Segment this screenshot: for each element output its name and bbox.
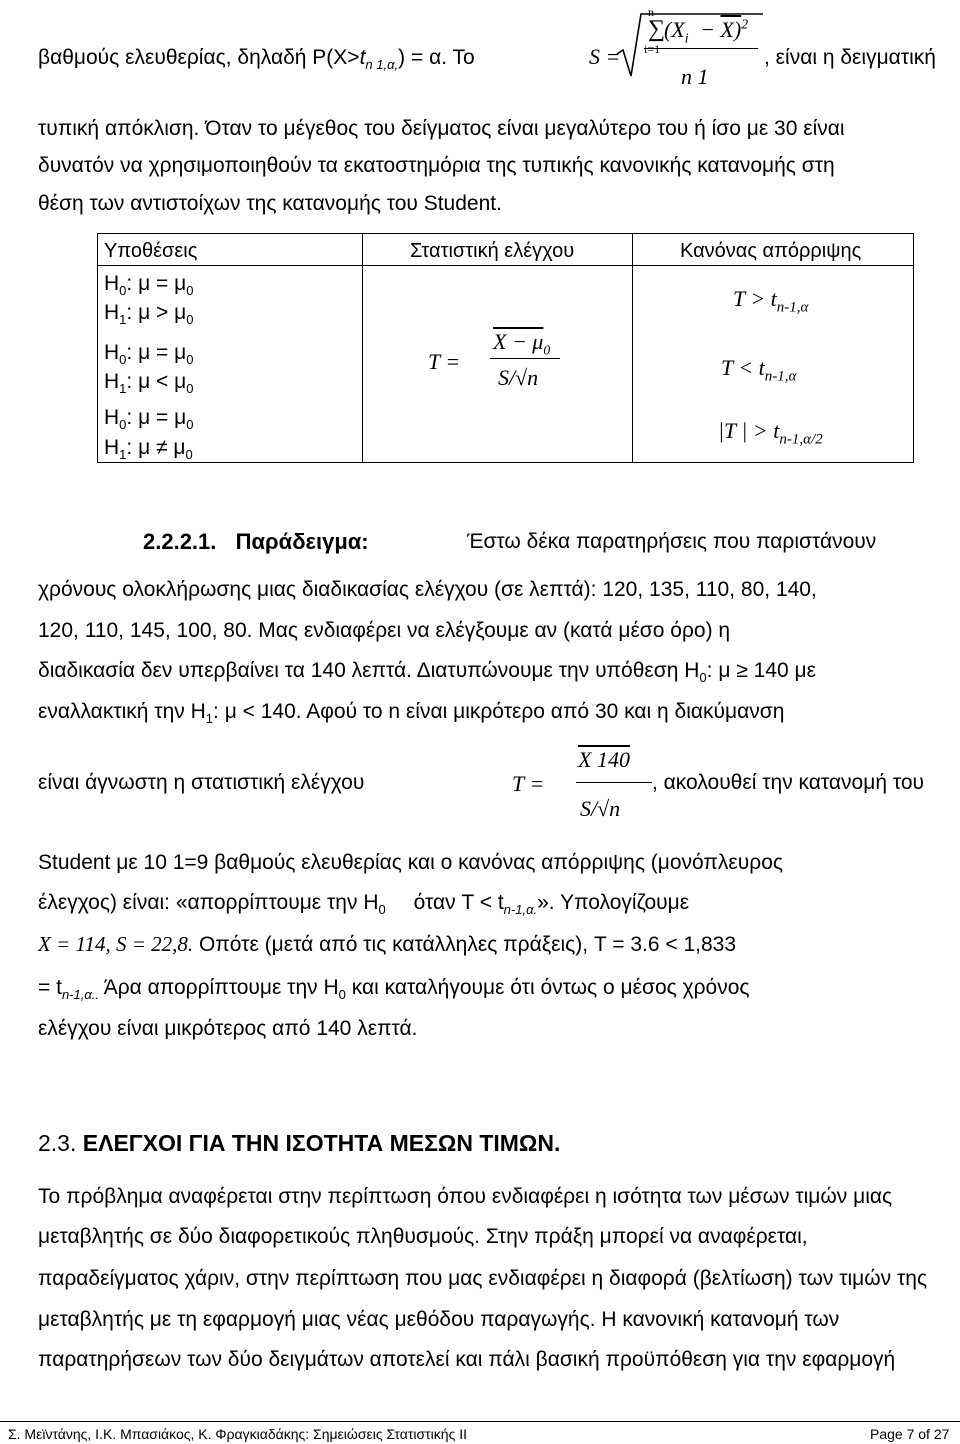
sum-body xyxy=(664,16,748,46)
h0-sub: 0 xyxy=(119,352,127,368)
l4-end: : μ ≥ 140 με xyxy=(706,659,816,682)
section-title: ΕΛΕΓΧΟΙ ΓΙΑ ΤΗΝ ΙΣΟΤΗΤΑ ΜΕΣΩΝ ΤΙΜΩΝ. xyxy=(82,1130,561,1156)
stat-num-sub: 0 xyxy=(543,342,551,358)
l8-sub: 0 xyxy=(378,902,386,918)
example-line-1: Έστω δέκα παρατηρήσεις που παριστάνουν xyxy=(467,530,877,553)
formula-denominator: S/√n xyxy=(580,796,621,821)
l5-end: : μ < 140. Αφού το n είναι μικρότερο από 30 και η διακύμανση xyxy=(213,700,785,723)
table-divider-2 xyxy=(632,234,633,462)
h0-label: H xyxy=(104,406,120,429)
formula-numerator: X 140 xyxy=(578,747,630,772)
sum-top: n xyxy=(648,5,654,19)
section-number: 2.3. xyxy=(38,1130,77,1156)
formula-fraction-bar xyxy=(576,782,652,783)
h1-label: H xyxy=(104,436,120,459)
stat-T: T = xyxy=(428,349,461,374)
stat-numerator xyxy=(493,329,551,358)
h0-rel-sub: 0 xyxy=(186,283,194,299)
h1-rel: : μ < μ xyxy=(126,370,187,393)
h0-label: H xyxy=(104,341,120,364)
l9-text: Οπότε (μετά από τις κατάλληλες πράξεις), T = 3.6 < 1,833 xyxy=(198,933,737,956)
intro-line-1-end: , είναι η δειγματική xyxy=(764,46,936,69)
example-line-2: χρόνους ολοκλήρωσης μιας διαδικασίας ελέγχου (σε λεπτά): 120, 135, 110, 80, 140, xyxy=(38,578,817,601)
l4-text: διαδικασία δεν υπερβαίνει τα 140 λεπτά. Διατυπώνουμε την υπόθεση H xyxy=(38,659,700,682)
rule1-text: T > t xyxy=(733,286,777,311)
example-line-10 xyxy=(38,976,750,1003)
table-header-rule xyxy=(98,265,913,266)
h0-sub: 0 xyxy=(119,417,127,433)
sum-sigma-icon: ∑ xyxy=(648,16,666,42)
sum-xi: (X xyxy=(664,17,685,42)
h1-rel-sub: 0 xyxy=(186,381,194,397)
l10-tail: και καταλήγουμε ότι όντως ο μέσος χρόνος xyxy=(351,976,750,999)
example-line-11: ελέγχου είναι μικρότερος από 140 λεπτά. xyxy=(38,1017,418,1040)
rule3-sub: n-1,α/2 xyxy=(779,431,823,448)
l9-values: X = 114, S = 22,8. xyxy=(38,932,194,956)
example-line-6-end: , ακολουθεί την κατανομή του xyxy=(652,771,925,794)
s-denominator: n 1 xyxy=(681,64,709,89)
example-title: Παράδειγμα: xyxy=(235,529,369,554)
header-hypotheses: Υποθέσεις xyxy=(104,240,198,262)
l4-sub: 0 xyxy=(699,670,707,686)
section-para-line-3: παραδείγματος χάριν, στην περίπτωση που μας ενδιαφέρει η διαφορά (βελτίωση) των τιμών της xyxy=(38,1267,928,1290)
h0-sub: 0 xyxy=(119,283,127,299)
l8-text: έλεγχος) είναι: «απορρίπτουμε την H xyxy=(38,891,379,914)
h1-rel-sub: 0 xyxy=(186,312,194,328)
l10-text: = t xyxy=(38,976,62,999)
intro-line-2: τυπική απόκλιση. Όταν το μέγεθος του δείγματος είναι μεγαλύτερο του ή ίσο με 30 είναι xyxy=(38,117,845,140)
l5-text: εναλλακτική την H xyxy=(38,700,206,723)
intro-t-sub: n 1,α, xyxy=(365,57,399,73)
row3-h0 xyxy=(104,406,194,433)
rule2-sub: n-1,α xyxy=(764,368,797,385)
header-statistic: Στατιστική ελέγχου xyxy=(410,240,575,262)
rule1-sub: n-1,α xyxy=(776,299,809,316)
h1-rel: : μ ≠ μ xyxy=(126,436,186,459)
section-para-line-4: μεταβλητής με τη εφαρμογή μιας νέας μεθόδου παραγωγής. Η κανονική κατανομή των xyxy=(38,1308,840,1331)
row2-rule xyxy=(721,355,797,385)
row2-h0 xyxy=(104,341,194,368)
h1-label: H xyxy=(104,301,120,324)
intro-text-c: ) = α. Το xyxy=(398,46,475,69)
footer-authors: Σ. Μεϊντάνης, Ι.Κ. Μπασιάκος, Κ. Φραγκιαδάκης: Σημειώσεις Στατιστικής ΙΙ xyxy=(8,1426,467,1442)
h1-rel: : μ > μ xyxy=(126,301,187,324)
row1-h0 xyxy=(104,272,194,299)
h0-rel: : μ = μ xyxy=(126,341,187,364)
sum-xbar: X) xyxy=(720,17,742,42)
h0-rel: : μ = μ xyxy=(126,406,187,429)
intro-text-a: βαθμούς ελευθερίας, δηλαδή P(X> xyxy=(38,46,360,69)
example-line-6: είναι άγνωστη η στατιστική ελέγχου xyxy=(38,771,365,794)
section-para-line-2: μεταβλητής σε δύο διαφορετικούς πληθυσμούς. Στην πράξη μπορεί να αναφέρεται, xyxy=(38,1225,808,1248)
row1-rule xyxy=(733,286,809,316)
footer-page-number: Page 7 of 27 xyxy=(870,1426,950,1442)
row3-rule xyxy=(718,418,823,448)
l10-end: Άρα απορρίπτουμε την H xyxy=(103,976,339,999)
h1-sub: 1 xyxy=(119,447,127,463)
h1-label: H xyxy=(104,370,120,393)
section-heading xyxy=(38,1130,560,1157)
h0-label: H xyxy=(104,272,120,295)
sum-minus: − xyxy=(700,17,715,42)
example-line-5 xyxy=(38,700,785,727)
l8-end: όταν T < t xyxy=(413,891,504,914)
intro-t: t xyxy=(359,46,366,69)
section-para-line-1: Το πρόβλημα αναφέρεται στην περίπτωση όπου ενδιαφέρει η ισότητα των μέσων τιμών μιας xyxy=(38,1185,893,1208)
l5-sub: 1 xyxy=(205,711,214,727)
intro-line-4: θέση των αντιστοίχων της κατανομής του Student. xyxy=(38,192,502,215)
example-line-9 xyxy=(38,934,736,955)
l10-sub: n-1,α.. xyxy=(61,987,100,1003)
example-line-8 xyxy=(38,891,690,918)
sum-sq: 2 xyxy=(741,16,748,32)
h1-rel-sub: 0 xyxy=(185,447,193,463)
sum-bottom: i=1 xyxy=(644,42,661,56)
l10-sub2: 0 xyxy=(338,987,346,1003)
example-line-7: Student με 10 1=9 βαθμούς ελευθερίας και ο κανόνας απόρριψης (μονόπλευρος xyxy=(38,851,784,874)
intro-line-1 xyxy=(38,46,475,73)
example-number: 2.2.2.1. xyxy=(143,529,217,554)
stat-num-text: X − μ xyxy=(493,329,544,354)
l8-tsub: n-1,α. xyxy=(503,902,538,918)
intro-line-3: δυνατόν να χρησιμοποιηθούν τα εκατοστημόρια της τυπικής κανονικής κατανομής στη xyxy=(38,154,835,177)
s-label: S = xyxy=(589,44,621,69)
hypothesis-table xyxy=(97,233,914,463)
example-heading xyxy=(143,531,369,553)
header-rejection-rule: Κανόνας απόρριψης xyxy=(680,240,862,262)
row3-h1 xyxy=(104,436,193,463)
sum-i: i xyxy=(684,30,689,46)
stat-denominator: S/√n xyxy=(498,365,539,390)
s-fraction-bar xyxy=(644,48,758,49)
table-divider-1 xyxy=(362,234,363,462)
rule3-text: |T | > t xyxy=(718,418,780,443)
h1-sub: 1 xyxy=(119,312,127,328)
example-line-3: 120, 110, 145, 100, 80. Μας ενδιαφέρει να ελέγξουμε αν (κατά μέσο όρο) η xyxy=(38,619,731,642)
h0-rel: : μ = μ xyxy=(126,272,187,295)
formula-T: T = xyxy=(512,771,545,796)
h1-sub: 1 xyxy=(119,381,127,397)
row2-h1 xyxy=(104,370,194,397)
l8-tail: ». Υπολογίζουμε xyxy=(537,891,690,914)
row1-h1 xyxy=(104,301,194,328)
stat-fraction-bar xyxy=(490,358,560,359)
footer-rule xyxy=(0,1421,960,1422)
h0-rel-sub: 0 xyxy=(186,417,194,433)
section-para-line-5: παρατηρήσεων των δύο δειγμάτων αποτελεί και πάλι βασική προϋπόθεση για την εφαρμογή xyxy=(38,1348,896,1371)
h0-rel-sub: 0 xyxy=(186,352,194,368)
rule2-text: T < t xyxy=(721,355,765,380)
example-line-4 xyxy=(38,659,816,686)
